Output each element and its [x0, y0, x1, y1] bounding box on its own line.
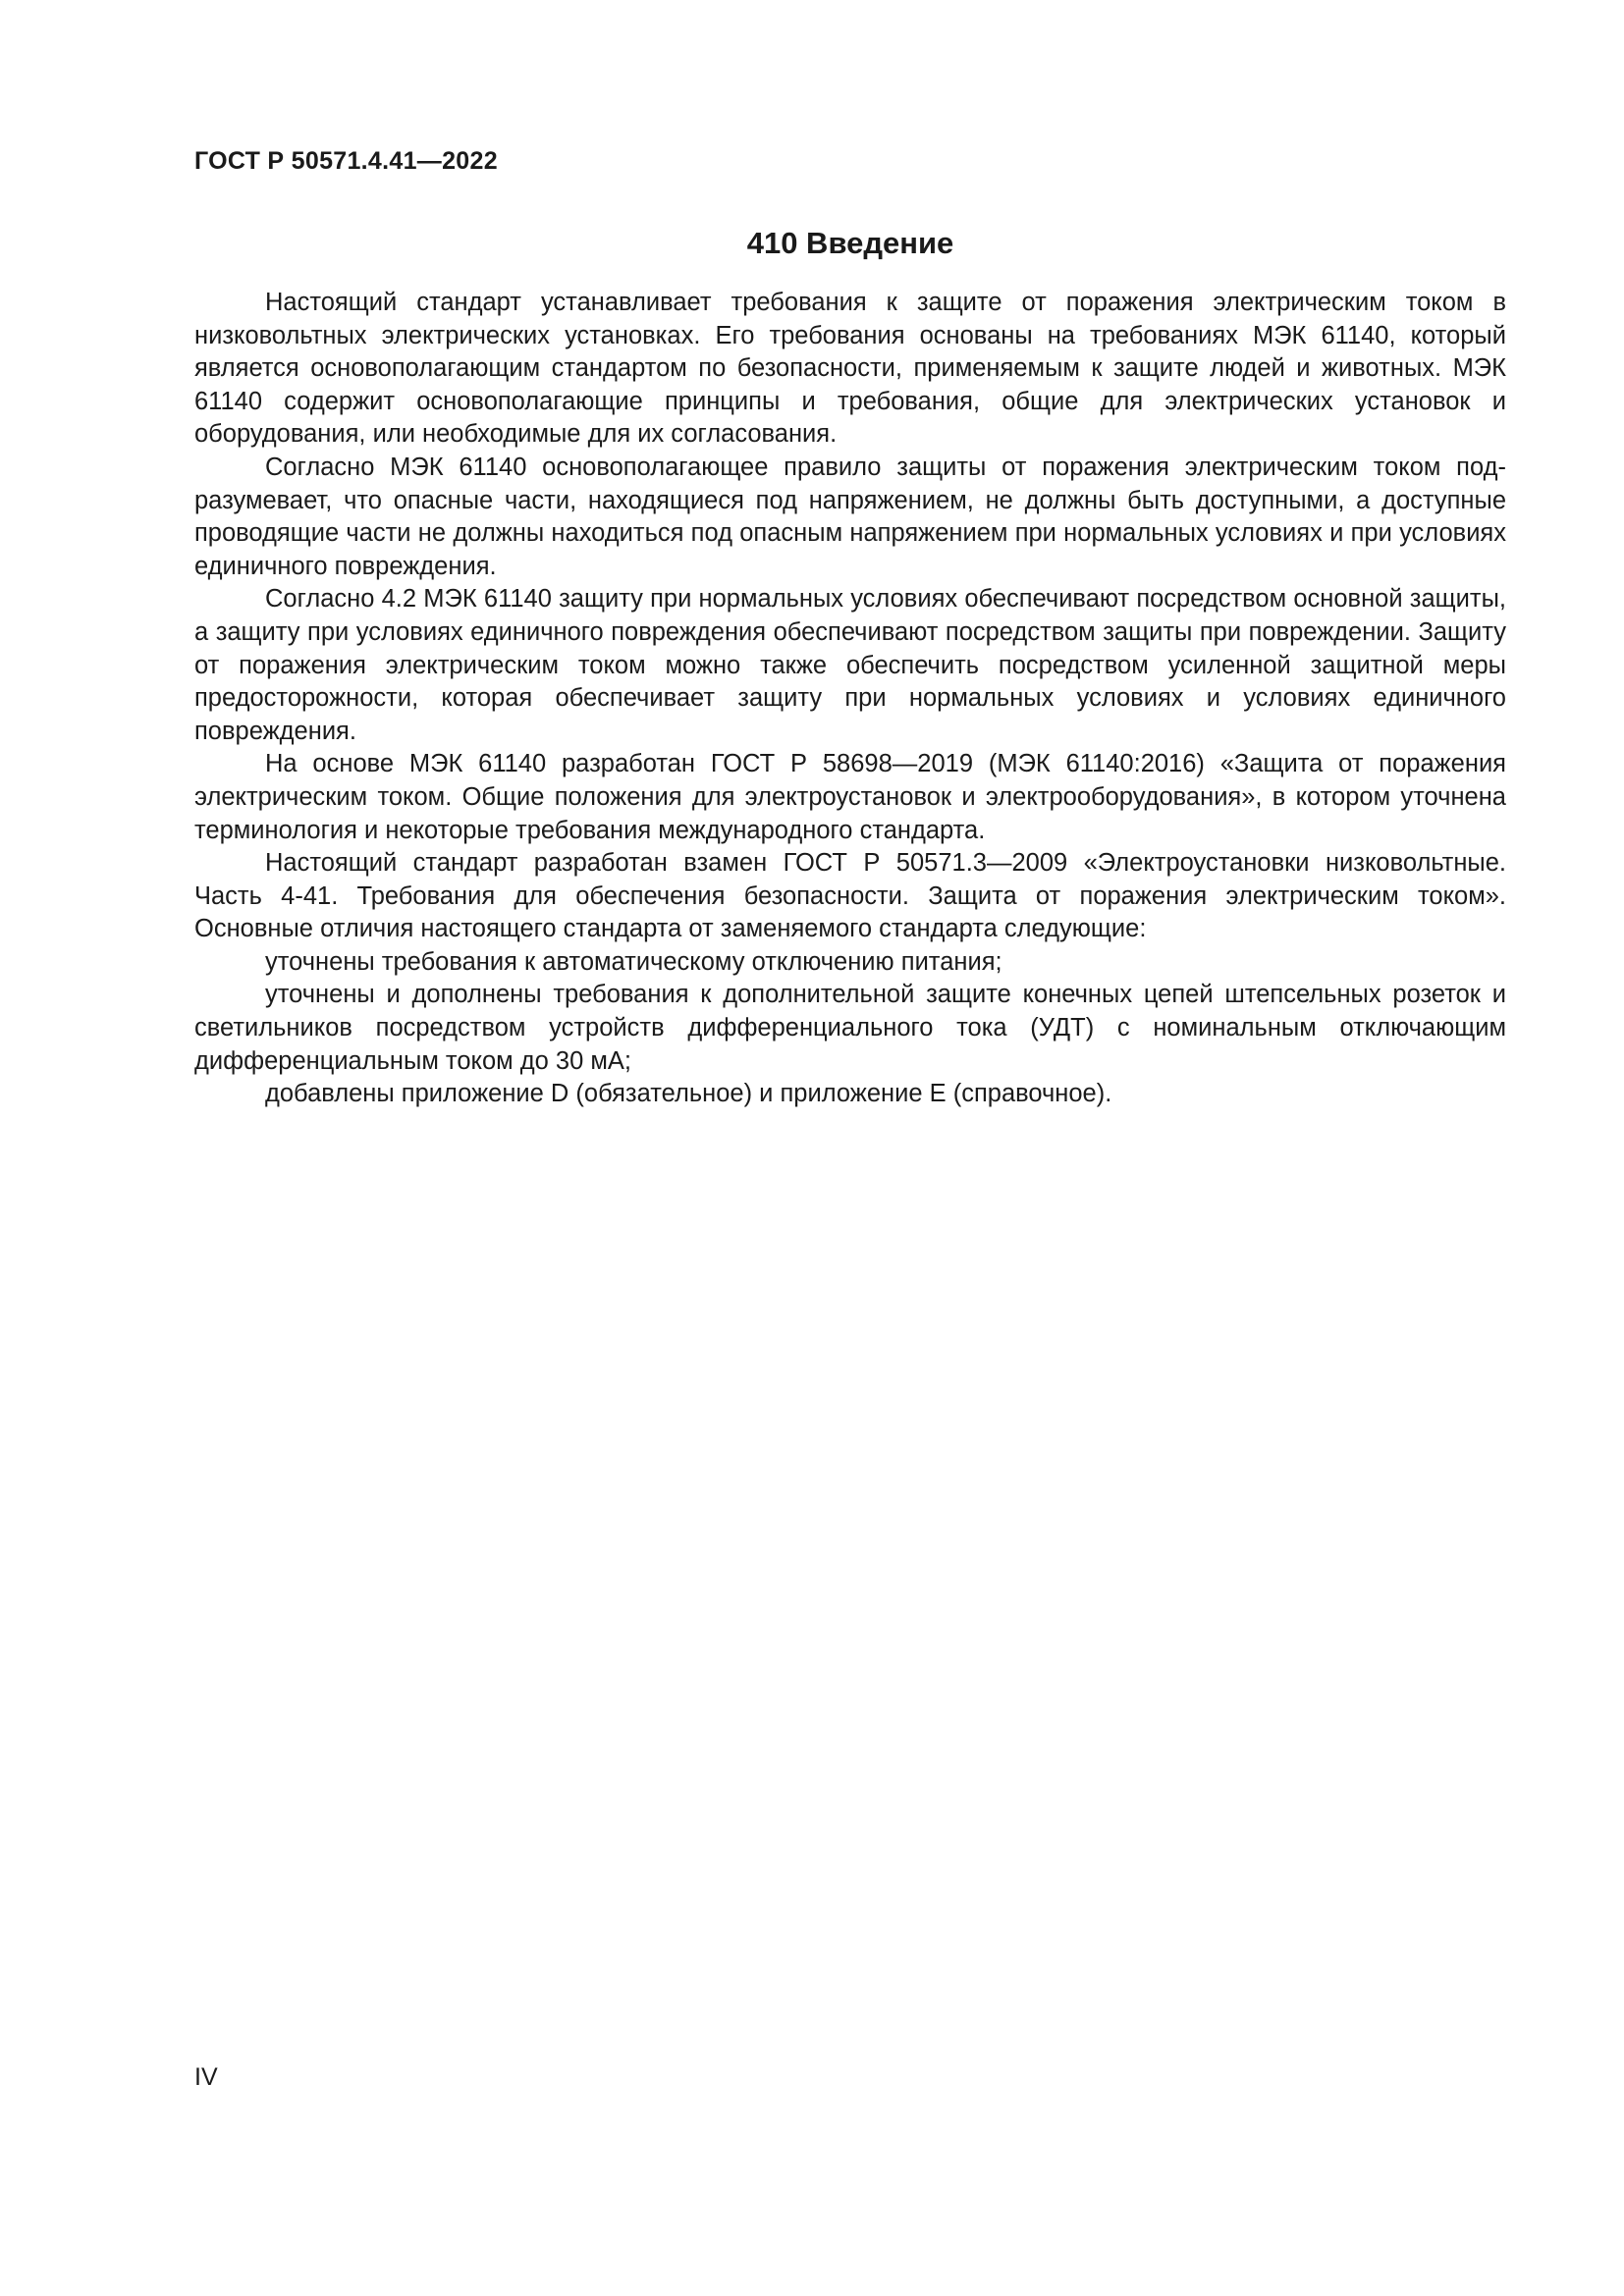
list-item: уточнены и дополнены требования к дополнительной защите конечных цепей штепсельных розеток и светильников посредством устройств дифференциального тока (УДТ) с номинальным отключающим дифференциальным током до 30 мА;	[194, 981, 1506, 1075]
paragraph: На основе МЭК 61140 разработан ГОСТ Р 58698—2019 (МЭК 61140:2016) «Защита от поражения электрическим током. Общие положения для электроустановок и электрооборудования», в котором уточнена терминология и некоторые требования международного стандарта.	[194, 750, 1506, 844]
paragraph: Согласно МЭК 61140 основополагающее правило защиты от поражения электрическим током подразумевает, что опасные части, находящиеся под напряжением, не должны быть доступными, а доступные проводящие части не должны находиться под опасным напряжением при нормальных условиях и при условиях единичного повреждения.	[194, 453, 1506, 580]
section-title: 410 Введение	[746, 226, 954, 260]
list-item: добавлены приложение D (обязательное) и приложение E (справочное).	[265, 1080, 1112, 1108]
document-code-header: ГОСТ Р 50571.4.41—2022	[194, 147, 498, 175]
paragraph: Настоящий стандарт устанавливает требования к защите от поражения электрическим током в низковольтных электрических установках. Его требования основаны на требованиях МЭК 61140, который является основополагающим стандартом по безопасности, применяемым к защите людей и животных. МЭК 61140 содержит основополагающие принципы и требования, общие для электрических установок и оборудования, или необходимые для их согласования.	[194, 289, 1506, 449]
body-text	[194, 287, 1506, 1111]
paragraph: Согласно 4.2 МЭК 61140 защиту при нормальных условиях обеспечивают посредством основной защиты, а защиту при условиях единичного повреждения обеспечивают посредством защиты при повреждении. Защиту от поражения электрическим током можно также обеспечить посредством усиленной защитной меры предосторожности, которая обеспечивает защиту при нормальных условиях и условиях единичного повреждения.	[194, 585, 1506, 745]
paragraph: Настоящий стандарт разработан взамен ГОСТ Р 50571.3—2009 «Электроустановки низковольтные. Часть 4-41. Требования для обеспечения безопасности. Защита от поражения электрическим током». Основные отличия настоящего стандарта от заменяемого стандарта следующие:	[194, 849, 1506, 943]
page-number: IV	[194, 2063, 218, 2091]
list-item: уточнены требования к автоматическому отключению питания;	[265, 947, 1002, 976]
